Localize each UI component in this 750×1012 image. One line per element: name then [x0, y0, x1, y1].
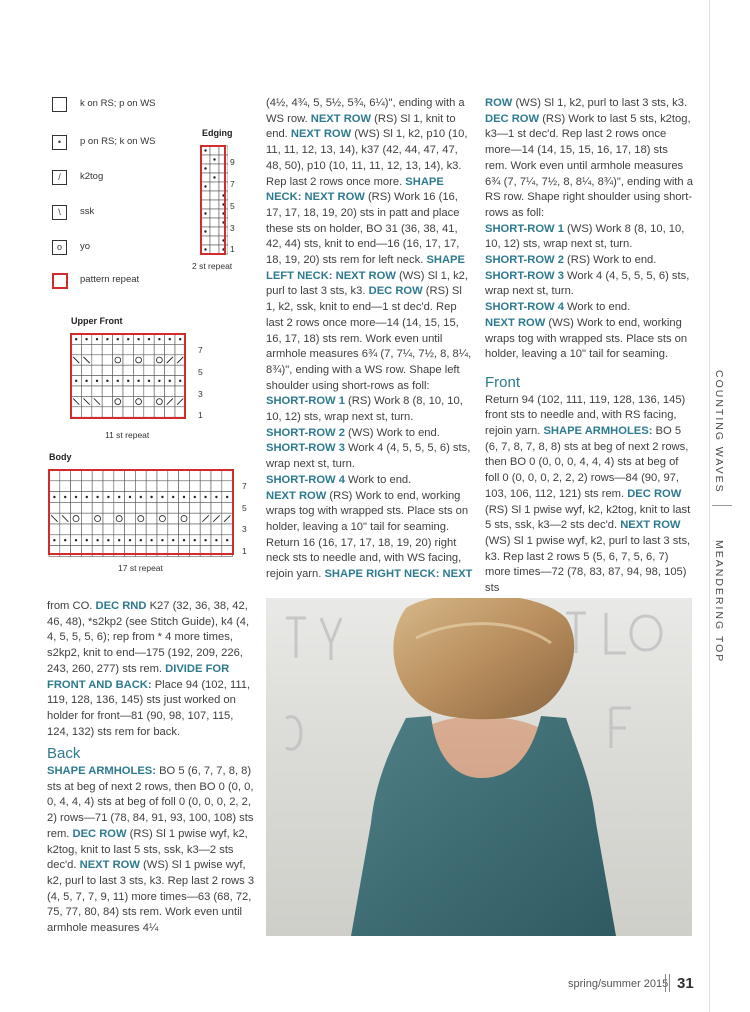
row-number: 7: [198, 345, 203, 355]
chart-cell: [60, 502, 71, 513]
knit-symbol: [52, 97, 67, 112]
edging-caption: 2 st repeat: [192, 261, 233, 271]
chart-cell: [49, 524, 60, 535]
chart-cell: [125, 470, 136, 481]
chart-cell: [123, 407, 133, 417]
chart-cell: [71, 513, 82, 524]
chart-cell: [123, 355, 133, 365]
chart-cell: [201, 173, 210, 182]
chart-cell: [175, 386, 185, 396]
purl-dot: [127, 338, 129, 340]
chart-cell: [71, 470, 82, 481]
chart-cell: [92, 524, 103, 535]
chart-cell: [102, 396, 112, 406]
chart-cell: [175, 365, 185, 375]
chart-cell: [201, 200, 210, 209]
purl-dot: [148, 338, 150, 340]
photo-illustration: [266, 598, 692, 936]
chart-cell: [154, 407, 164, 417]
purl-dot: [140, 539, 142, 541]
chart-cell: [146, 513, 157, 524]
purl-dot: [137, 380, 139, 382]
chart-cell: [114, 470, 125, 481]
chart-cell: [165, 344, 175, 354]
chart-cell: [133, 386, 143, 396]
purl-dot: [204, 230, 206, 232]
purl-dot: [150, 539, 152, 541]
chart-cell: [81, 365, 91, 375]
purl-dot: [118, 539, 120, 541]
chart-cell: [219, 182, 228, 191]
chart-cell: [179, 481, 190, 492]
purl-dot: [161, 496, 163, 498]
sidebar-title-bottom: MEANDERING TOP: [713, 540, 725, 664]
chart-cell: [175, 344, 185, 354]
purl-dot: [150, 496, 152, 498]
chart-cell: [113, 407, 123, 417]
chart-cell: [133, 396, 143, 406]
chart-cell: [211, 502, 222, 513]
chart-cell: [81, 524, 92, 535]
purl-dot: [148, 380, 150, 382]
upper-front-chart-title: Upper Front: [71, 316, 123, 326]
purl-dot: [106, 380, 108, 382]
purl-dot: [140, 496, 142, 498]
chart-cell: [144, 407, 154, 417]
chart-cell: [189, 470, 200, 481]
row-number: 3: [242, 524, 247, 534]
chart-cell: [60, 524, 71, 535]
chart-cell: [219, 227, 228, 236]
edging-chart: [200, 145, 228, 257]
purl-dot: [204, 185, 206, 187]
purl-dot: [204, 212, 206, 214]
purl-dot: [215, 539, 217, 541]
chart-cell: [71, 407, 81, 417]
purl-dot: [161, 539, 163, 541]
purl-dot: [107, 539, 109, 541]
upper-front-chart: [70, 333, 190, 423]
chart-cell: [92, 502, 103, 513]
chart-cell: [102, 344, 112, 354]
ssk-symbol: \: [52, 205, 67, 220]
row-number: 3: [198, 389, 203, 399]
purl-dot: [117, 338, 119, 340]
row-number: 5: [242, 503, 247, 513]
row-number: 1: [230, 244, 235, 254]
chart-cell: [168, 502, 179, 513]
chart-cell: [125, 502, 136, 513]
purl-dot: [129, 496, 131, 498]
chart-cell: [210, 236, 219, 245]
chart-cell: [179, 502, 190, 513]
chart-cell: [168, 513, 179, 524]
row-number: 7: [242, 481, 247, 491]
purl-dot: [204, 167, 206, 169]
chart-cell: [81, 470, 92, 481]
purl-dot: [118, 496, 120, 498]
sidebar-band: [709, 0, 750, 1012]
chart-cell: [123, 396, 133, 406]
chart-cell: [219, 173, 228, 182]
sidebar-title-top: COUNTING WAVES: [713, 370, 725, 494]
body-chart-title: Body: [49, 452, 72, 462]
purl-dot: [172, 496, 174, 498]
chart-cell: [168, 481, 179, 492]
chart-cell: [102, 365, 112, 375]
chart-cell: [103, 470, 114, 481]
purl-dot: [183, 496, 185, 498]
chart-cell: [157, 470, 168, 481]
purl-dot: [86, 539, 88, 541]
chart-cell: [103, 481, 114, 492]
chart-cell: [222, 481, 233, 492]
chart-cell: [219, 155, 228, 164]
purl-dot: [215, 496, 217, 498]
chart-cell: [135, 502, 146, 513]
chart-cell: [157, 524, 168, 535]
purl-dot: [179, 338, 181, 340]
middle-column-text: (4½, 4¾, 5, 5½, 5¾, 6¼)", ending with a WS row. NEXT ROW (RS) Sl 1, knit to end. NEXT ROW (WS) Sl 1, k2, p10 (10, 11, 11, 12, 13, 14), k37 (42, 44, 47, 47, 48, 50), p10 (10, 11, 11, 12, 13, 14), k3. Rep last 2 rows once more. SHAPE NECK: NEXT ROW (RS) Work 16 (16, 17, 17, 18, 19, 20) sts in patt and place these sts on holder, BO 31 (36, 38, 41, 42, 44) sts, knit to end—16 (16, 17, 17, 18, 19, 20) sts rem for left neck. SHAPE LEFT NECK: NEXT ROW (WS) Sl 1, k2, purl to last 3 sts, k3. DEC ROW (RS) Sl 1, k2, ssk, knit to end—1 st dec'd. Rep last 2 rows once more—14 (14, 15, 15, 16, 17, 18) sts rem. Work even until armhole measures 6¾ (7, 7¼, 7½, 8, 8¼, 8¾)", ending with a WS row. Shape left shoulder using short-rows as foll: SHORT-ROW 1 (RS) Work 8 (8, 10, 10, 10, 12) sts, wrap next st, turn. SHORT-ROW 2 (WS) Work to end. SHORT-ROW 3 Work 4 (4, 5, 5, 5, 6) sts, wrap next st, turn. SHORT-ROW 4 Work to end. NEXT ROW (RS) Work to end, working wraps tog with wrapped sts. Place sts on holder, leaving a 10" tail for seaming. Return 16 (16, 17, 17, 18, 19, 20) right neck sts to needle and, with WS facing, rejoin yarn. SHAPE RIGHT NECK: NEXT: [266, 97, 473, 581]
chart-cell: [222, 470, 233, 481]
chart-cell: [60, 481, 71, 492]
chart-cell: [125, 513, 136, 524]
chart-cell: [210, 182, 219, 191]
back-heading: Back: [47, 745, 81, 763]
purl-dot: [64, 496, 66, 498]
chart-cell: [60, 470, 71, 481]
purl-dot: [96, 539, 98, 541]
chart-cell: [157, 513, 168, 524]
chart-cell: [71, 386, 81, 396]
chart-cell: [146, 524, 157, 535]
chart-cell: [92, 386, 102, 396]
chart-cell: [135, 481, 146, 492]
purl-dot: [194, 539, 196, 541]
chart-cell: [114, 481, 125, 492]
row-number: 5: [230, 201, 235, 211]
chart-cell: [92, 365, 102, 375]
chart-cell: [189, 513, 200, 524]
chart-cell: [210, 209, 219, 218]
purl-dot: [204, 496, 206, 498]
chart-cell: [102, 407, 112, 417]
purl-symbol: •: [52, 135, 67, 150]
purl-dot: [107, 496, 109, 498]
chart-cell: [189, 524, 200, 535]
purl-dot: [226, 496, 228, 498]
footer-issue: spring/summer 2015: [568, 978, 669, 990]
chart-cell: [222, 524, 233, 535]
chart-cell: [157, 502, 168, 513]
purl-dot: [169, 380, 171, 382]
purl-dot: [129, 539, 131, 541]
chart-cell: [165, 407, 175, 417]
chart-cell: [81, 481, 92, 492]
purl-dot: [194, 496, 196, 498]
chart-cell: [114, 502, 125, 513]
chart-cell: [144, 365, 154, 375]
chart-cell: [210, 146, 219, 155]
purl-dot: [96, 338, 98, 340]
purl-dot: [85, 338, 87, 340]
chart-cell: [222, 502, 233, 513]
purl-dot: [172, 539, 174, 541]
chart-cell: [144, 355, 154, 365]
chart-cell: [92, 407, 102, 417]
chart-cell: [210, 227, 219, 236]
chart-cell: [154, 386, 164, 396]
row-number: 1: [198, 410, 203, 420]
purl-dot: [75, 338, 77, 340]
chart-cell: [71, 502, 82, 513]
chart-cell: [135, 513, 146, 524]
chart-cell: [146, 470, 157, 481]
purl-dot: [204, 149, 206, 151]
chart-cell: [133, 365, 143, 375]
upper-front-caption: 11 st repeat: [105, 430, 150, 440]
chart-cell: [165, 365, 175, 375]
footer-divider: [665, 974, 667, 992]
chart-cell: [123, 365, 133, 375]
row-number: 9: [230, 157, 235, 167]
chart-cell: [133, 344, 143, 354]
k2tog-symbol: /: [52, 170, 67, 185]
purl-dot: [64, 539, 66, 541]
chart-cell: [102, 386, 112, 396]
chart-cell: [71, 365, 81, 375]
chart-cell: [133, 407, 143, 417]
purl-dot: [85, 380, 87, 382]
sidebar-divider: [712, 505, 732, 506]
chart-cell: [219, 146, 228, 155]
purl-dot: [96, 496, 98, 498]
chart-cell: [103, 524, 114, 535]
chart-cell: [219, 164, 228, 173]
chart-cell: [113, 365, 123, 375]
chart-cell: [81, 386, 91, 396]
chart-cell: [113, 396, 123, 406]
chart-cell: [125, 481, 136, 492]
chart-cell: [102, 355, 112, 365]
chart-cell: [144, 396, 154, 406]
purl-dot: [53, 496, 55, 498]
purl-dot: [179, 380, 181, 382]
chart-cell: [211, 524, 222, 535]
page-number: 31: [677, 975, 694, 992]
body-chart: [48, 469, 236, 557]
chart-cell: [125, 524, 136, 535]
chart-cell: [179, 513, 190, 524]
right-column-text: ROW (WS) Sl 1, k2, purl to last 3 sts, k3. DEC ROW (RS) Work to last 5 sts, k2tog, k3—1 st dec'd. Rep last 2 rows once more—14 (14, 15, 15, 16, 17, 18) sts rem. Work even until armhole measures 6¾ (7, 7¼, 7½, 8, 8¼, 8¾)", ending with a RS row. Shape right shoulder using short-rows as foll: SHORT-ROW 1 (WS) Work 8 (8, 10, 10, 10, 12) sts, wrap next st, turn. SHORT-ROW 2 (RS) Work to end. SHORT-ROW 3 Work 4 (4, 5, 5, 5, 6) sts, wrap next st, turn. SHORT-ROW 4 Work to end. NEXT ROW (WS) Work to end, working wraps tog with wrapped sts. Place sts on holder, leaving a 10" tail for seaming. Front Return 94 (102, 111, 119, 128, 136, 145) front sts to needle and, with RS facing, rejoin yarn. SHAPE ARMHOLES: BO 5 (6, 7, 8, 7, 8, 8) sts at beg of next 2 rows, then BO 0 (0, 0, 0, 4, 4, 4) sts at beg of foll 0 (0, 0, 0, 2, 2, 2) rows—84 (90, 97, 103, 106, 112, 121) sts rem. DEC ROW (RS) Sl 1 pwise wyf, k2, k2tog, knit to last 5 sts, ssk, k3—2 sts dec'd. NEXT ROW (WS) Sl 1 pwise wyf, k2, purl to last 3 sts, k3. Rep last 2 rows 5 (5, 6, 7, 5, 6, 7) more times—72 (78, 83, 87, 94, 98, 105) sts: [485, 97, 693, 595]
purl-dot: [204, 539, 206, 541]
purl-dot: [106, 338, 108, 340]
chart-cell: [201, 236, 210, 245]
purl-dot: [75, 496, 77, 498]
purl-dot: [96, 380, 98, 382]
chart-cell: [103, 502, 114, 513]
chart-cell: [81, 344, 91, 354]
chart-cell: [157, 481, 168, 492]
chart-cell: [154, 355, 164, 365]
edging-chart-title: Edging: [202, 128, 233, 138]
purl-dot: [204, 248, 206, 250]
chart-cell: [210, 191, 219, 200]
chart-cell: [201, 155, 210, 164]
chart-cell: [200, 524, 211, 535]
chart-cell: [201, 218, 210, 227]
chart-cell: [71, 344, 81, 354]
chart-cell: [133, 355, 143, 365]
row-number: 3: [230, 223, 235, 233]
chart-cell: [201, 191, 210, 200]
chart-cell: [189, 502, 200, 513]
chart-cell: [154, 396, 164, 406]
chart-cell: [113, 386, 123, 396]
purl-dot: [213, 158, 215, 160]
chart-cell: [165, 386, 175, 396]
chart-cell: [135, 524, 146, 535]
chart-cell: [71, 481, 82, 492]
chart-cell: [113, 355, 123, 365]
body-caption: 17 st repeat: [118, 563, 163, 573]
chart-cell: [81, 513, 92, 524]
chart-cell: [179, 470, 190, 481]
yo-symbol: o: [52, 240, 67, 255]
front-heading: Front: [485, 373, 521, 391]
chart-cell: [210, 245, 219, 254]
chart-cell: [175, 407, 185, 417]
chart-cell: [189, 481, 200, 492]
row-number: 1: [242, 546, 247, 556]
chart-cell: [144, 344, 154, 354]
row-number: 5: [198, 367, 203, 377]
chart-cell: [210, 200, 219, 209]
purl-dot: [158, 380, 160, 382]
chart-cell: [168, 470, 179, 481]
purl-dot: [183, 539, 185, 541]
purl-dot: [137, 338, 139, 340]
chart-cell: [168, 524, 179, 535]
chart-cell: [144, 386, 154, 396]
row-number: 7: [230, 179, 235, 189]
chart-cell: [146, 502, 157, 513]
chart-cell: [49, 481, 60, 492]
chart-cell: [81, 407, 91, 417]
chart-cell: [179, 524, 190, 535]
chart-cell: [123, 386, 133, 396]
pattern-repeat-symbol: [52, 273, 68, 289]
footer-divider: [669, 974, 671, 992]
chart-cell: [49, 502, 60, 513]
chart-cell: [210, 218, 219, 227]
chart-cell: [114, 524, 125, 535]
chart-cell: [200, 481, 211, 492]
chart-cell: [114, 513, 125, 524]
chart-cell: [92, 355, 102, 365]
chart-cell: [92, 481, 103, 492]
left-column-text: from CO. DEC RND K27 (32, 36, 38, 42, 46, 48), *s2kp2 (see Stitch Guide), k4 (4, 4, 5, 5, 5, 6); rep from * 4 more times, s2kp2, knit to end—175 (192, 209, 226, 243, 260, 277) sts rem. DIVIDE FOR FRONT AND BACK: Place 94 (102, 111, 119, 128, 136, 145) sts just worked on holder for front—81 (90, 98, 107, 115, 124, 132) sts rem for back. Back SHAPE ARMHOLES: BO 5 (6, 7, 7, 8, 8) sts at beg of next 2 rows, then BO 0 (0, 0, 0, 4, 4, 4) sts at beg of foll 0 (0, 0, 0, 2, 2, 2) rows—71 (78, 84, 91, 93, 100, 108) sts rem. DEC ROW (RS) Sl 1 pwise wyf, k2, k2tog, knit to last 5 sts, ssk, k3—2 sts dec'd. NEXT ROW (WS) Sl 1 pwise wyf, k2, purl to last 3 sts, k3. Rep last 2 rows 3 (4, 5, 7, 7, 9, 11) more times—63 (68, 72, 75, 77, 80, 84) sts rem. Work even until armhole measures 4¼: [47, 599, 257, 937]
purl-dot: [75, 380, 77, 382]
purl-dot: [213, 176, 215, 178]
chart-cell: [200, 470, 211, 481]
purl-dot: [75, 539, 77, 541]
chart-cell: [49, 470, 60, 481]
purl-dot: [226, 539, 228, 541]
chart-cell: [146, 481, 157, 492]
chart-cell: [103, 513, 114, 524]
chart-cell: [71, 524, 82, 535]
chart-cell: [211, 470, 222, 481]
purl-dot: [158, 338, 160, 340]
chart-cell: [92, 513, 103, 524]
chart-cell: [81, 502, 92, 513]
purl-dot: [53, 539, 55, 541]
chart-cell: [211, 481, 222, 492]
chart-cell: [154, 365, 164, 375]
purl-dot: [117, 380, 119, 382]
chart-cell: [210, 164, 219, 173]
chart-cell: [92, 470, 103, 481]
chart-cell: [200, 502, 211, 513]
purl-dot: [169, 338, 171, 340]
chart-cell: [123, 344, 133, 354]
chart-cell: [135, 470, 146, 481]
chart-cell: [113, 344, 123, 354]
purl-dot: [127, 380, 129, 382]
chart-cell: [154, 344, 164, 354]
chart-cell: [92, 344, 102, 354]
purl-dot: [86, 496, 88, 498]
model-photo: [266, 598, 692, 936]
